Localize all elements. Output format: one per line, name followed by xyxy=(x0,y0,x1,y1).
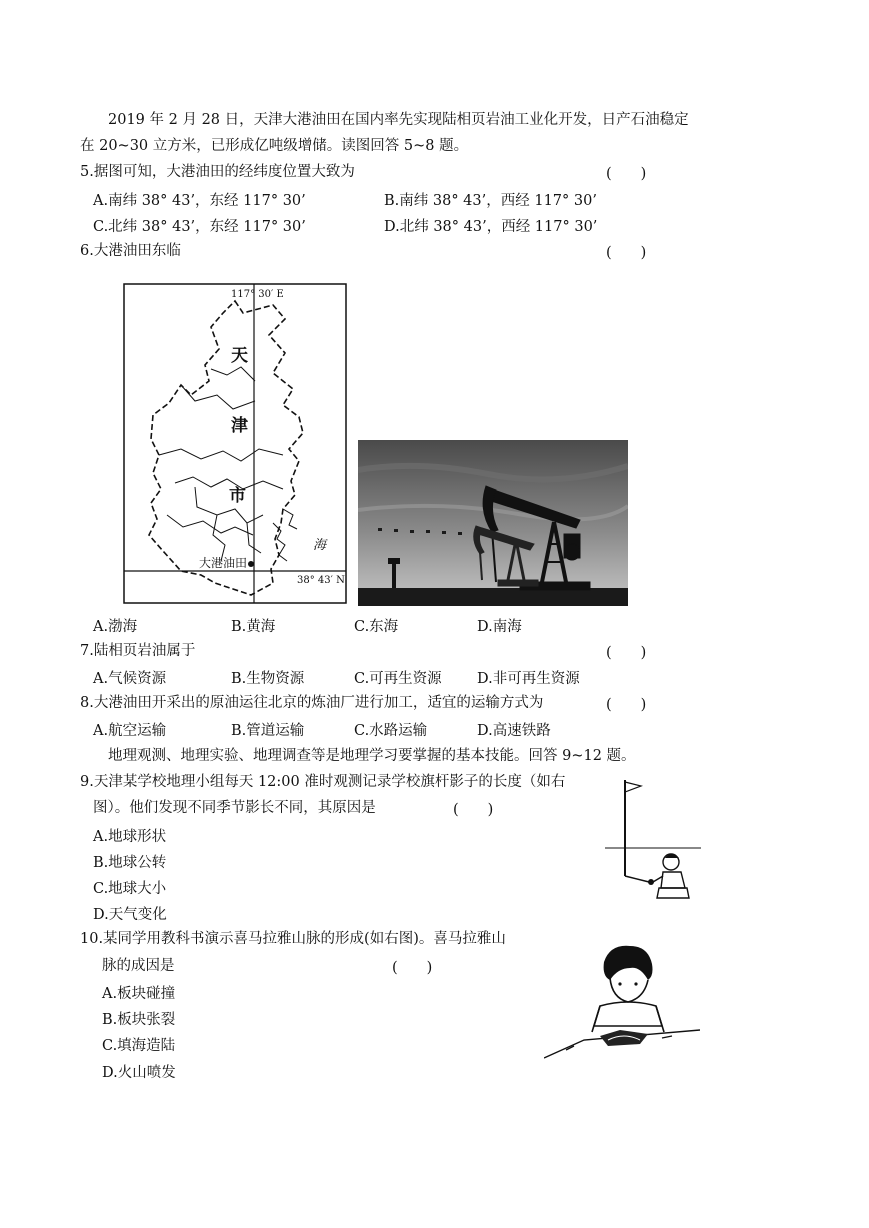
map-label-oilfield: 大港油田 xyxy=(199,556,248,570)
question-10-answer-paren[interactable]: ( ) xyxy=(392,960,433,976)
intro-line-1: 2019 年 2 月 28 日，天津大港油田在国内率先实现陆相页岩油工业化开发，日产石油稳定 xyxy=(108,112,689,128)
question-9-line-1: 9.天津某学校地理小组每天 12:00 准时观测记录学校旗杆影子的长度（如右 xyxy=(80,774,566,790)
question-7-option-b[interactable]: B.生物资源 xyxy=(231,671,305,687)
question-5-option-b[interactable]: B.南纬 38° 43’，西经 117° 30’ xyxy=(384,193,597,209)
question-5-answer-paren[interactable]: ( ) xyxy=(606,166,647,182)
question-7-stem: 7.陆相页岩油属于 xyxy=(80,643,196,659)
question-9-option-d[interactable]: D.天气变化 xyxy=(93,907,167,923)
map-longitude-label: 117° 30′ E xyxy=(231,289,284,300)
question-8-option-a[interactable]: A.航空运输 xyxy=(93,723,167,739)
tianjin-map xyxy=(123,283,348,605)
question-8-option-c[interactable]: C.水路运输 xyxy=(354,723,428,739)
question-9-option-c[interactable]: C.地球大小 xyxy=(93,881,167,897)
question-9-option-b[interactable]: B.地球公转 xyxy=(93,855,167,871)
map-label-shi: 市 xyxy=(229,486,246,506)
question-8-answer-paren[interactable]: ( ) xyxy=(606,697,647,713)
oil-pump-photo xyxy=(358,440,628,606)
question-10-option-d[interactable]: D.火山喷发 xyxy=(102,1065,176,1081)
question-9-answer-paren[interactable]: ( ) xyxy=(453,802,494,818)
question-10-line-1: 10.某同学用教科书演示喜马拉雅山脉的形成(如右图)。喜马拉雅山 xyxy=(80,931,506,947)
question-6-stem: 6.大港油田东临 xyxy=(80,243,181,259)
question-10-line-2: 脉的成因是 xyxy=(102,958,175,974)
student-book-illustration xyxy=(544,940,700,1062)
question-8-option-b[interactable]: B.管道运输 xyxy=(231,723,305,739)
question-8-stem: 8.大港油田开采出的原油运往北京的炼油厂进行加工，适宜的运输方式为 xyxy=(80,695,544,711)
question-8-option-d[interactable]: D.高速铁路 xyxy=(477,723,551,739)
map-label-tian: 天 xyxy=(231,346,248,366)
question-6-option-b[interactable]: B.黄海 xyxy=(231,619,276,635)
question-6-answer-paren[interactable]: ( ) xyxy=(606,245,647,261)
question-10-option-b[interactable]: B.板块张裂 xyxy=(102,1012,176,1028)
question-7-option-a[interactable]: A.气候资源 xyxy=(93,671,167,687)
map-label-sea: 海 xyxy=(313,538,327,553)
question-7-answer-paren[interactable]: ( ) xyxy=(606,645,647,661)
intro-line-2: 在 20~30 立方米，已形成亿吨级增储。读图回答 5~8 题。 xyxy=(80,138,469,154)
question-10-option-a[interactable]: A.板块碰撞 xyxy=(102,986,176,1002)
question-5-option-a[interactable]: A.南纬 38° 43’，东经 117° 30’ xyxy=(93,193,306,209)
question-6-option-a[interactable]: A.渤海 xyxy=(93,619,138,635)
map-label-jin: 津 xyxy=(231,416,248,436)
question-6-option-c[interactable]: C.东海 xyxy=(354,619,399,635)
flagpole-illustration xyxy=(605,776,705,904)
question-9-option-a[interactable]: A.地球形状 xyxy=(93,829,167,845)
question-5-option-c[interactable]: C.北纬 38° 43’，东经 117° 30’ xyxy=(93,219,306,235)
question-5-option-d[interactable]: D.北纬 38° 43’，西经 117° 30’ xyxy=(384,219,598,235)
question-6-option-d[interactable]: D.南海 xyxy=(477,619,522,635)
intro-2: 地理观测、地理实验、地理调查等是地理学习要掌握的基本技能。回答 9~12 题。 xyxy=(108,748,636,764)
map-latitude-label: 38° 43′ N xyxy=(297,575,345,586)
question-5-stem: 5.据图可知，大港油田的经纬度位置大致为 xyxy=(80,164,355,180)
question-9-line-2: 图）。他们发现不同季节影长不同，其原因是 xyxy=(93,800,376,816)
question-7-option-c[interactable]: C.可再生资源 xyxy=(354,671,442,687)
question-10-option-c[interactable]: C.填海造陆 xyxy=(102,1038,176,1054)
question-7-option-d[interactable]: D.非可再生资源 xyxy=(477,671,580,687)
